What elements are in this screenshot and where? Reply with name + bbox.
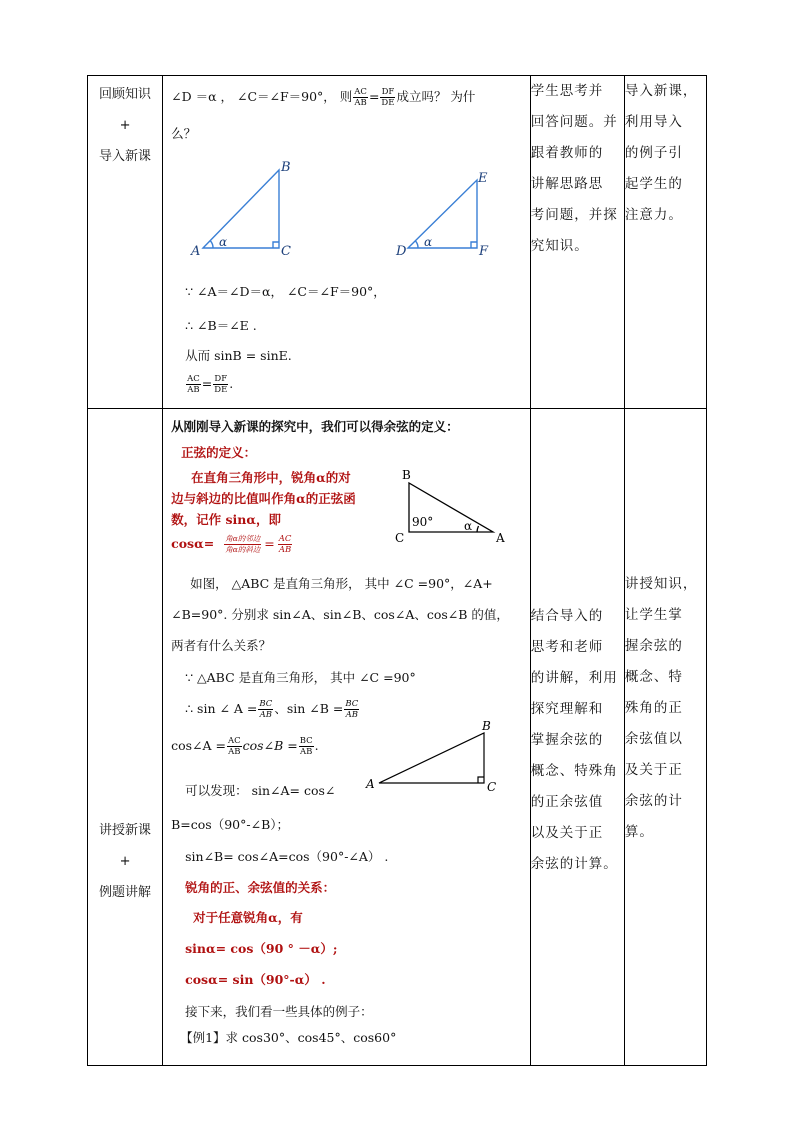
example-line: 两者有什么关系？ <box>171 638 272 653</box>
example-1: 【例1】求 cos30°、cos45°、cos60° <box>180 1030 397 1045</box>
intent-text: 及关于正 <box>624 762 683 778</box>
relation-line: 对于任意锐角α，有 <box>193 910 303 925</box>
example-line: ∠B=90°. 分别求 sin∠A、sin∠B、cos∠A、cos∠B 的值， <box>171 607 509 622</box>
definition-line: 边与斜边的比值叫作角α的正弦函 <box>171 491 356 506</box>
stage-plus: + <box>119 854 131 869</box>
vertex-label: B <box>482 719 491 733</box>
finding-line: 可以发现： sin∠A= cos∠ <box>185 783 336 798</box>
angle-label: α <box>464 519 473 533</box>
equals: = <box>368 89 380 104</box>
student-text: 探究理解和 <box>530 701 604 717</box>
student-text: 跟着教师的 <box>530 145 604 161</box>
intent-text: 注意力。 <box>624 207 683 223</box>
fraction: $\frac{DF}{DE}$ <box>214 374 228 395</box>
triangle-abc <box>203 170 279 248</box>
student-text: 概念、特殊角 <box>530 763 618 779</box>
angle-arc <box>211 241 214 248</box>
finding-line: sin∠B= cos∠A=cos（90°-∠A） . <box>185 849 389 864</box>
table-row <box>88 409 707 1066</box>
student-text: 回答问题。并 <box>530 114 618 130</box>
definition-line: 在直角三角形中，锐角α的对 <box>191 470 351 485</box>
fraction: $\frac{AC}{AB}$ <box>278 534 292 555</box>
vertex-label: A <box>366 777 375 791</box>
stage-label: 导入新课 <box>99 149 152 164</box>
intent-text: 的例子引 <box>624 145 683 161</box>
relation-formula: cosα= sin（90°-α） . <box>185 972 326 987</box>
stage-label: 讲授新课 <box>99 823 152 838</box>
relation-title: 锐角的正、余弦值的关系： <box>185 880 336 895</box>
design-intent-cell <box>624 76 706 409</box>
intent-text: 余弦值以 <box>624 731 683 747</box>
next-line: 接下来，我们看一些具体的例子： <box>185 1004 373 1019</box>
student-text: 讲解思路思 <box>530 176 604 192</box>
vertex-label: B <box>402 468 411 482</box>
stage-label: 回顾知识 <box>99 87 152 102</box>
lesson-plan-table <box>87 75 707 1066</box>
student-text: 考问题，并探 <box>530 207 618 223</box>
fraction: $\frac{AC}{AB}$ <box>354 87 367 108</box>
intent-text: 握余弦的 <box>624 638 683 654</box>
fraction: $\frac{\text{角α的邻边}}{\text{角α的斜边}}$ <box>225 534 261 554</box>
fraction: $\frac{AC}{AB}$ <box>187 374 200 395</box>
vertex-label: E <box>478 171 488 186</box>
triangles-figure <box>163 156 530 266</box>
question-text: 成立吗？ 为什 <box>396 89 476 104</box>
student-text: 掌握余弦的 <box>530 732 604 748</box>
vertex-label: C <box>487 780 497 794</box>
triangle-def <box>408 180 477 248</box>
fraction: $\frac{BC}{AB}$ <box>345 699 359 720</box>
intent-text: 概念、特 <box>624 669 683 685</box>
student-activity-cell <box>530 76 624 409</box>
intent-text: 利用导入 <box>624 114 683 130</box>
right-angle-mark <box>273 242 279 248</box>
definition-line: 数，记作 sinα，即 <box>171 512 281 527</box>
proof-line: 从而 sinB = sinE. <box>185 348 292 363</box>
intent-text: 起学生的 <box>624 176 683 192</box>
student-text: 的讲解，利用 <box>530 670 618 686</box>
vertex-label: F <box>479 244 489 259</box>
cos-values: cos∠A = $\frac{AC}{AB}$ cos∠B = $\frac{BC}{AB}$ . <box>171 736 319 757</box>
student-text: 以及关于正 <box>530 825 604 841</box>
intro-text: 从刚刚导入新课的探究中，我们可以得余弦的定义： <box>171 419 459 434</box>
angle-label: α <box>219 235 228 249</box>
student-text: 究知识。 <box>530 238 589 254</box>
intent-text: 讲授知识， <box>624 576 698 592</box>
stage-label: 例题讲解 <box>99 885 152 900</box>
proof-line: ∴ ∠B＝∠E . <box>185 318 257 333</box>
student-text: 思考和老师 <box>530 639 604 655</box>
intent-text: 余弦的计 <box>624 793 683 809</box>
triangle-abc <box>379 733 484 783</box>
right-angle-mark <box>471 242 477 248</box>
question-text: ∠D ＝α ， ∠C＝∠F＝90°， 则 <box>171 89 353 104</box>
result-line: $\frac{AC}{AB}$ = $\frac{DF}{DE}$ . <box>187 374 234 395</box>
intent-text: 导入新课， <box>624 83 698 99</box>
stage-cell-review <box>88 76 163 409</box>
angle-label: α <box>424 235 433 249</box>
intent-text: 让学生掌 <box>624 607 683 623</box>
vertex-label: A <box>191 244 201 259</box>
angle-arc <box>477 526 479 532</box>
vertex-label: C <box>395 531 405 545</box>
proof-line: ∵ ∠A＝∠D＝α， ∠C＝∠F＝90°， <box>185 284 386 299</box>
student-text: 余弦的计算。 <box>530 856 618 872</box>
content-cell-review <box>163 76 531 409</box>
since-line: ∵ △ABC 是直角三角形， 其中 ∠C =90° <box>185 670 416 685</box>
right-triangle-figure-2 <box>363 717 523 797</box>
vertex-label: A <box>496 531 505 545</box>
student-activity-cell <box>530 409 624 1066</box>
definition-title: 正弦的定义： <box>181 445 257 460</box>
stage-plus: + <box>119 118 131 133</box>
example-line: 如图， △ABC 是直角三角形， 其中 ∠C =90°，∠A+ <box>190 576 493 591</box>
cos-definition: cosα= $\frac{\text{角α的邻边}}{\text{角α的斜边}}$ = $\frac{AC}{AB}$ <box>171 534 292 555</box>
vertex-label: C <box>281 244 292 259</box>
fraction: $\frac{BC}{AB}$ <box>299 736 313 757</box>
stage-cell-teach <box>88 409 163 1066</box>
question-line <box>171 87 475 108</box>
finding-line: B=cos（90°-∠B）； <box>171 817 289 832</box>
question-cont: 么？ <box>171 126 197 141</box>
angle-label: 90° <box>412 515 434 529</box>
table-row <box>88 76 707 409</box>
intent-text: 算。 <box>624 824 654 840</box>
student-text: 结合导入的 <box>530 608 604 624</box>
student-text: 的正余弦值 <box>530 794 604 810</box>
sin-values: ∴ sin ∠ A = $\frac{BC}{AB}$ 、sin ∠B = $\frac{BC}{AB}$ <box>185 699 359 720</box>
relation-formula: sinα= cos（90 ° －α）; <box>185 941 338 956</box>
right-angle-mark <box>478 777 484 783</box>
student-text: 学生思考并 <box>530 83 604 99</box>
fraction: $\frac{AC}{AB}$ <box>228 736 241 757</box>
vertex-label: D <box>396 244 407 259</box>
fraction: $\frac{BC}{AB}$ <box>259 699 273 720</box>
angle-arc <box>416 241 419 248</box>
content-cell-teach <box>163 409 531 1066</box>
vertex-label: B <box>281 160 291 175</box>
right-triangle-figure <box>393 465 513 545</box>
fraction: $\frac{DF}{DE}$ <box>381 87 395 108</box>
design-intent-cell <box>624 409 706 1066</box>
intent-text: 殊角的正 <box>624 700 683 716</box>
